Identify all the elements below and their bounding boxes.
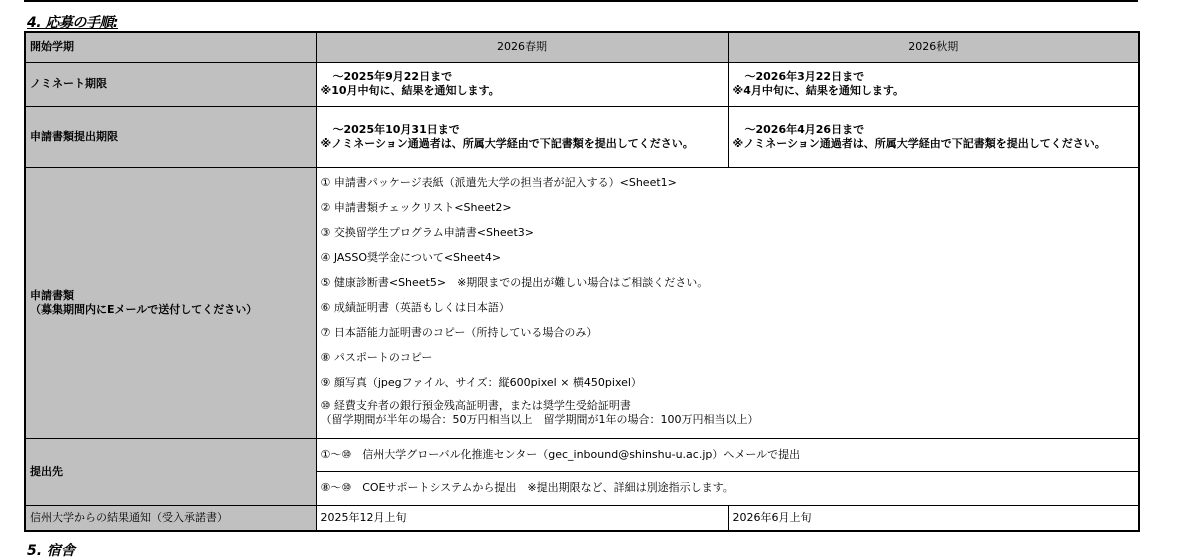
- spring-nomination-note: ※10月中旬に、結果を通知します。: [320, 84, 500, 97]
- spring-nomination-cell: [316, 62, 728, 106]
- document-item-6: ⑥ 成績証明書（英語もしくは日本語）: [320, 301, 510, 314]
- document-item-10: [321, 396, 1135, 435]
- document-item-2: ② 申請書類チェックリスト<Sheet2>: [320, 201, 512, 214]
- nomination-deadline-label: ノミネート期限: [25, 62, 316, 106]
- documents-label: [25, 167, 316, 438]
- section-title: 4. 応募の手順:: [27, 15, 119, 31]
- document-item-1: ① 申請書パッケージ表紙（派遣先大学の担当者が記入する）<Sheet1>: [320, 176, 677, 189]
- autumn-deadline-note: ※ノミネーション通過者は、所属大学経由で下記書類を提出してください。: [732, 136, 1106, 150]
- submission-coe-instruction: ⑧～⑩ COEサポートシステムから提出 ※提出期限など、詳細は別途指示します。: [316, 471, 1139, 505]
- document-item-3: ③ 交換留学生プログラム申請書<Sheet3>: [320, 226, 534, 239]
- document-item-4: ④ JASSO奨学金について<Sheet4>: [320, 251, 502, 264]
- submission-deadline-label: 申請書類提出期限: [25, 106, 316, 167]
- autumn-deadline-date: ～2026年4月26日まで: [744, 122, 865, 136]
- start-term-label: 開始学期: [25, 32, 316, 62]
- spring-result-date: 2025年12月上旬: [316, 505, 728, 531]
- next-section-title: 5. 宿舎: [27, 543, 75, 559]
- previous-table-bottom-border: [24, 0, 1138, 2]
- previous-table-divider: [315, 0, 316, 2]
- spring-term-header: 2026春期: [316, 32, 728, 62]
- header-row: [25, 32, 1139, 62]
- spring-nomination-date: ～2025年9月22日まで: [332, 70, 453, 83]
- submission-email-instruction: ①～⑩ 信州大学グローバル化推進センター（gec_inbound@shinshu-u.ac.jp）へメールで提出: [316, 438, 1139, 471]
- document-item-5: ⑤ 健康診断書<Sheet5> ※期限までの提出が難しい場合はご相談ください。: [320, 276, 709, 289]
- spring-deadline-date: ～2025年10月31日まで: [332, 122, 460, 136]
- document-item-10-note: （留学期間が半年の場合：50万円相当以上 留学期間が1年の場合：100万円相当以上）: [320, 412, 759, 426]
- documents-row: [25, 167, 1139, 438]
- document-item-9: ⑨ 顔写真（jpegファイル、サイズ：縦600pixel × 横450pixel）: [320, 376, 642, 389]
- application-procedure-table: [24, 31, 1140, 532]
- autumn-nomination-date: ～2026年3月22日まで: [744, 70, 865, 83]
- submission-row-1: [25, 438, 1139, 471]
- documents-label-title: 申請書類: [30, 288, 74, 302]
- spring-deadline-cell: [316, 106, 728, 167]
- spring-deadline-note: ※ノミネーション通過者は、所属大学経由で下記書類を提出してください。: [320, 136, 694, 150]
- autumn-result-date: 2026年6月上旬: [728, 505, 1139, 531]
- autumn-term-header: 2026秋期: [728, 32, 1139, 62]
- documents-list: [316, 167, 1139, 438]
- submission-deadline-row: [25, 106, 1139, 167]
- documents-label-note: （募集期間内にEメールで送付してください）: [30, 302, 258, 316]
- nomination-row: [25, 62, 1139, 106]
- document-item-7: ⑦ 日本語能力証明書のコピー（所持している場合のみ）: [320, 326, 598, 339]
- autumn-nomination-note: ※4月中旬に、結果を通知します。: [732, 84, 904, 97]
- document-item-10-title: ⑩ 経費支弁者の銀行預金残高証明書，または奨学生受給証明書: [320, 398, 631, 412]
- result-row: [25, 505, 1139, 531]
- result-notification-label: 信州大学からの結果通知（受入承諾書）: [25, 505, 316, 531]
- autumn-nomination-cell: [728, 62, 1139, 106]
- autumn-deadline-cell: [728, 106, 1139, 167]
- document-item-8: ⑧ パスポートのコピー: [320, 351, 433, 364]
- submission-destination-label: 提出先: [25, 438, 316, 505]
